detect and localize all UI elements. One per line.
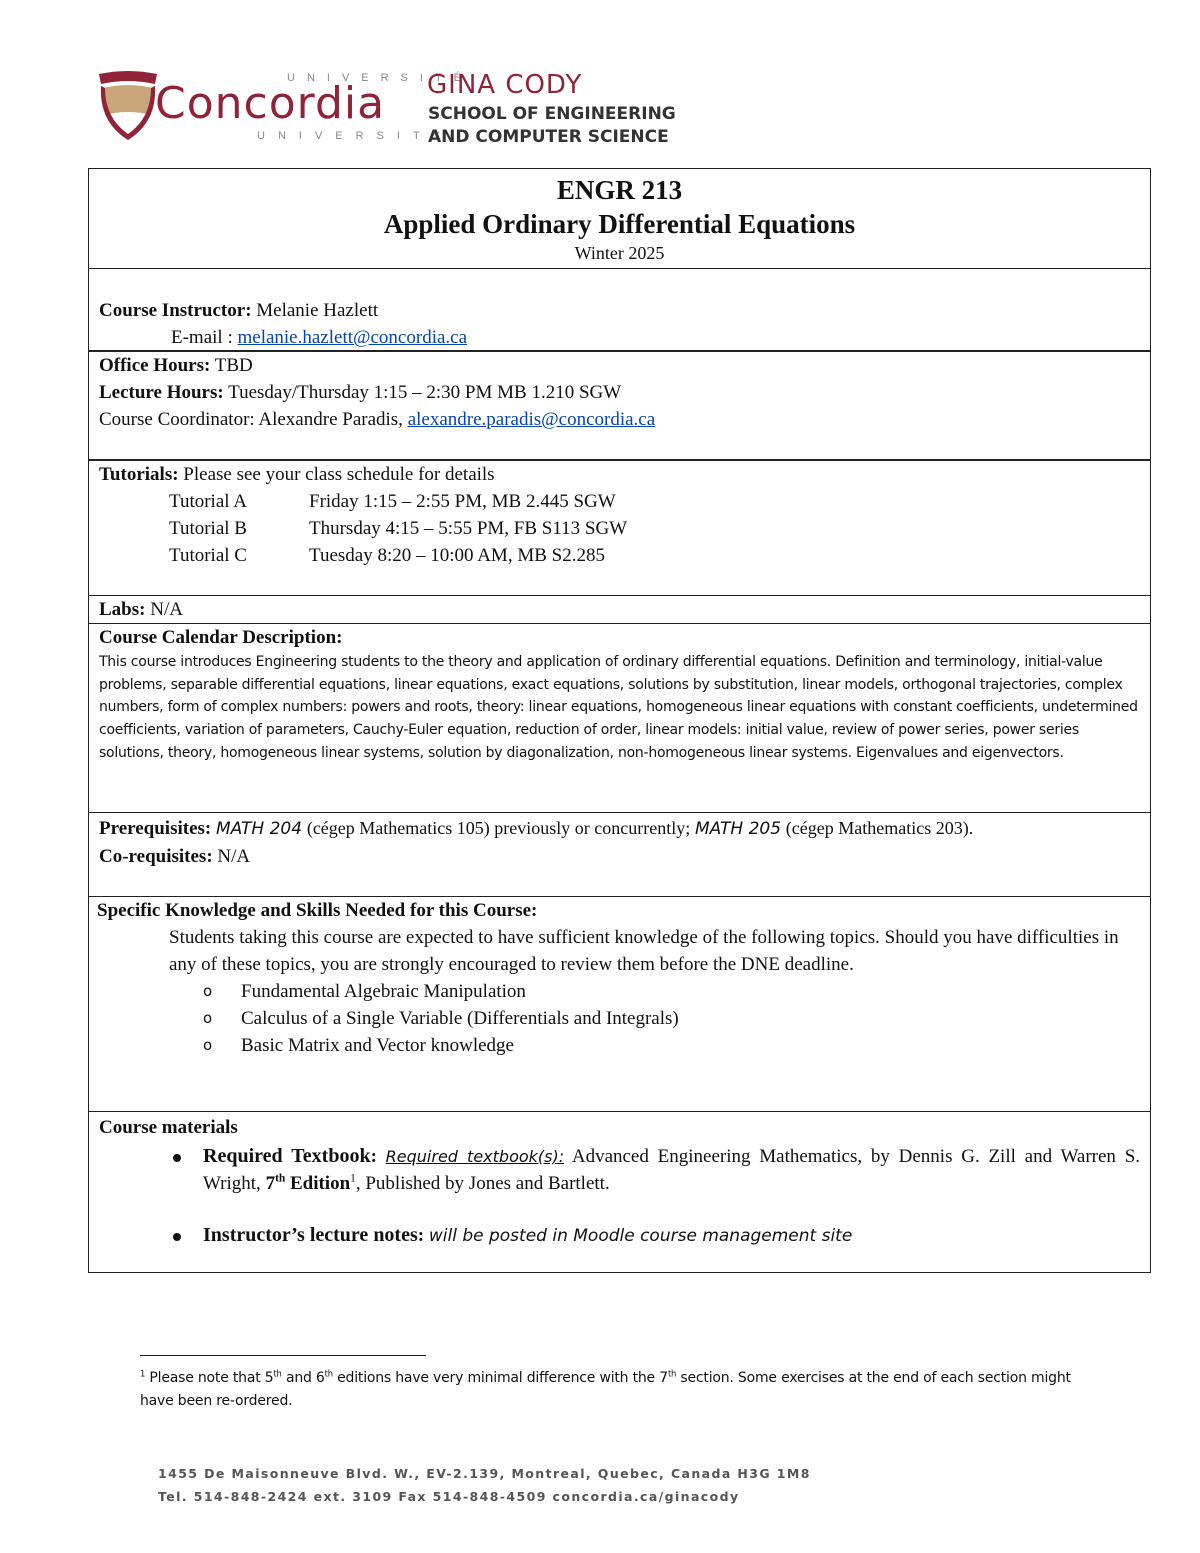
instructor-email-link[interactable]: melanie.hazlett@concordia.ca bbox=[237, 327, 468, 348]
bullet-marker: o bbox=[203, 1036, 213, 1054]
tutorial-row: Tutorial A Friday 1:15 – 2:55 PM, MB 2.445 SGW bbox=[169, 491, 616, 512]
skills-section bbox=[89, 897, 1150, 1112]
school-title: GINA CODY bbox=[427, 70, 583, 100]
materials-list bbox=[99, 1143, 1150, 1250]
prereq-course-2: MATH 205 bbox=[694, 819, 782, 839]
list-item: Required Textbook: Required textbook(s): Advanced Engineering Mathematics, by Dennis G. Zill and Warren S. Wright, 7th Edition$^1$, Published by Jones and Bartlett. bbox=[203, 1143, 1140, 1197]
instructor-name: Melanie Hazlett bbox=[256, 300, 379, 321]
email-label: E-mail : bbox=[171, 327, 233, 348]
course-title: Applied Ordinary Differential Equations bbox=[383, 209, 856, 239]
materials-section bbox=[89, 1112, 1150, 1272]
bullet-marker: o bbox=[203, 1009, 213, 1027]
lecture-hours-label: Lecture Hours bbox=[99, 382, 218, 403]
skills-intro: Students taking this course are expected to have sufficient knowledge of the following topics. Should you have difficulties in any of these topics, you are strongly encouraged to review them before the DNE deadline. bbox=[169, 927, 1119, 975]
office-hours-label: Office Hours bbox=[99, 355, 205, 376]
list-item: o Calculus of a Single Variable (Differentials and Integrals) bbox=[241, 1005, 1150, 1032]
coreq-label: Co-requisites bbox=[99, 846, 207, 867]
course-code: ENGR 213 bbox=[556, 175, 683, 205]
lecture-notes-text: will be posted in Moodle course management site bbox=[428, 1226, 853, 1246]
bullet-dot-icon bbox=[173, 1154, 181, 1162]
prereq-course-1: MATH 204 bbox=[215, 819, 303, 839]
coordinator-email-link[interactable]: alexandre.paradis@concordia.ca bbox=[407, 409, 656, 430]
labs-label: Labs bbox=[99, 599, 140, 620]
office-hours-value: TBD bbox=[214, 355, 253, 376]
tutorials-intro: Please see your class schedule for details bbox=[183, 464, 495, 485]
labs-value: N/A bbox=[150, 599, 183, 620]
lecture-hours-value: Tuesday/Thursday 1:15 – 2:30 PM MB 1.210 SGW bbox=[228, 382, 622, 403]
edition-word: Edition bbox=[289, 1173, 351, 1194]
tutorials-section: Tutorials: Please see your class schedule for details Tutorial A Friday 1:15 – 2:55 PM, MB 2.445 SGW Tutorial B Thursday 4:15 – 5:55 PM, FB S113 SGW Tutorial C Tuesday 8:20 – 10:00 AM, MB S2.285 bbox=[89, 461, 1150, 596]
tutorial-row: Tutorial B Thursday 4:15 – 5:55 PM, FB S113 SGW bbox=[169, 518, 628, 539]
prereq-text-1: (cégep Mathematics 105) previously or concurrently; bbox=[306, 818, 691, 838]
prereq-section: Prerequisites: MATH 204 (cégep Mathematics 105) previously or concurrently; MATH 205 (cégep Mathematics 203). Co-requisites: N/A bbox=[89, 813, 1150, 897]
publisher-text: , Published by Jones and Bartlett. bbox=[355, 1173, 610, 1194]
title-section bbox=[89, 169, 1150, 269]
instructor-label: Course Instructor bbox=[99, 300, 246, 321]
lecture-notes-label: Instructor’s lecture notes bbox=[203, 1224, 418, 1246]
universite-text: UNIVERSITÉ bbox=[287, 72, 474, 84]
list-item: o Fundamental Algebraic Manipulation bbox=[241, 978, 1150, 1005]
textbook-label: Required Textbook bbox=[203, 1145, 371, 1167]
skills-list bbox=[99, 978, 1150, 1059]
footer-contact: Tel. 514-848-2424 ext. 3109 Fax 514-848-4509 concordia.ca/ginacody bbox=[158, 1489, 740, 1504]
labs-section: Labs: N/A bbox=[89, 596, 1150, 624]
skills-label: Specific Knowledge and Skills Needed for this Course: bbox=[97, 900, 538, 921]
concordia-wordmark: Concordia bbox=[155, 78, 386, 129]
footer-address: 1455 De Maisonneuve Blvd. W., EV-2.139, Montreal, Quebec, Canada H3G 1M8 bbox=[158, 1466, 811, 1481]
tutorials-label: Tutorials bbox=[99, 464, 173, 485]
calendar-section bbox=[89, 624, 1150, 813]
footnote-divider bbox=[140, 1355, 426, 1356]
coordinator-label: Course Coordinator: Alexandre Paradis, bbox=[99, 409, 403, 430]
footnote-mark: 1 bbox=[140, 1368, 146, 1379]
concordia-logo bbox=[97, 68, 697, 148]
calendar-description: This course introduces Engineering students to the theory and application of ordinary differential equations. Definition and terminology, initial-value problems, separable differential equations, linear equations, exact equations, solutions by substitution, linear models, orthogonal trajectories, complex numbers, form of complex numbers: powers and roots, theory: linear equations, homogeneous linear equations with constant coefficients, undetermined coefficients, variation of parameters, Cauchy-Euler equation, reduction of order, linear models: initial value, review of power series, power series solutions, theory, homogeneous linear systems, solution by diagonalization, non-homogeneous linear systems. Eigenvalues and eigenvectors. bbox=[99, 654, 1138, 761]
university-text: UNIVERSITY bbox=[257, 130, 454, 142]
list-item: Instructor’s lecture notes: will be posted in Moodle course management site bbox=[203, 1222, 1140, 1250]
footnote: $^1$ Please note that 5th and 6th editions have very minimal difference with the 7th section. Some exercises at the end of each section might have been re-ordered. bbox=[140, 1368, 1071, 1409]
bullet-dot-icon bbox=[173, 1233, 181, 1241]
materials-label: Course materials bbox=[99, 1117, 238, 1138]
bullet-marker: o bbox=[203, 982, 213, 1000]
school-line-2: AND COMPUTER SCIENCE bbox=[428, 127, 669, 147]
coreq-value: N/A bbox=[217, 846, 251, 867]
prereq-text-2: (cégep Mathematics 203). bbox=[785, 818, 974, 838]
list-item: o Basic Matrix and Vector knowledge bbox=[241, 1032, 1150, 1059]
edition-number: 7 bbox=[265, 1173, 276, 1194]
textbook-text: Advanced Engineering Mathematics, by Dennis G. Zill and Warren S. Wright, bbox=[203, 1146, 1141, 1194]
textbook-sub-label: Required textbook(s): bbox=[385, 1147, 565, 1166]
calendar-label: Course Calendar Description: bbox=[99, 627, 343, 648]
tutorial-row: Tutorial C Tuesday 8:20 – 10:00 AM, MB S2.285 bbox=[169, 545, 605, 566]
hours-section: Office Hours: TBD Lecture Hours: Tuesday/Thursday 1:15 – 2:30 PM MB 1.210 SGW Course Coordinator: Alexandre Paradis, alexandre.paradis@concordia.ca bbox=[89, 352, 1150, 461]
prereq-label: Prerequisites bbox=[99, 818, 205, 839]
course-outline-table bbox=[88, 168, 1151, 1273]
school-line-1: SCHOOL OF ENGINEERING bbox=[428, 104, 676, 124]
concordia-shield-icon bbox=[97, 70, 159, 142]
instructor-section: Course Instructor: Melanie Hazlett E-mail : melanie.hazlett@concordia.ca bbox=[89, 269, 1150, 352]
course-term: Winter 2025 bbox=[574, 243, 665, 263]
footnote-ref[interactable]: 1 bbox=[350, 1172, 356, 1185]
